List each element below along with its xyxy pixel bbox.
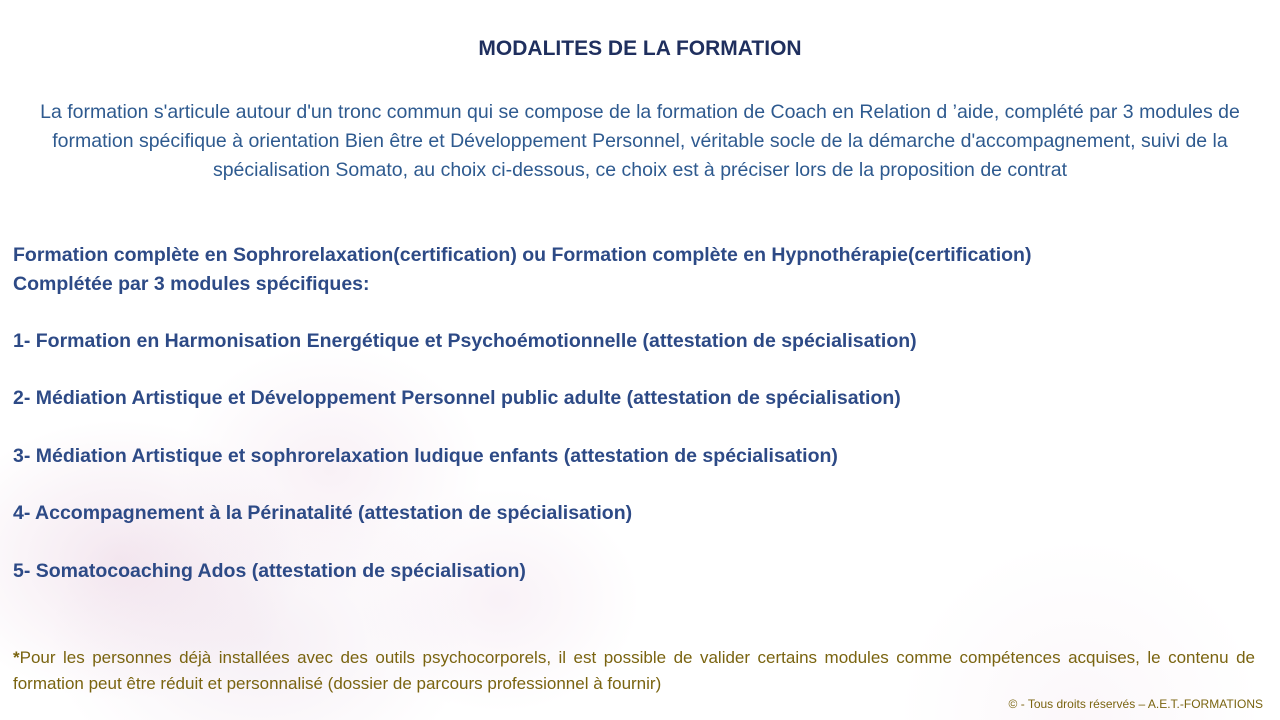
spacer [13,471,1263,500]
spacer [13,298,1263,327]
slide-title: MODALITES DE LA FORMATION [478,37,802,60]
module-item-3: 3- Médiation Artistique et sophrorelaxation ludique enfants (attestation de spécialisation) [13,444,838,467]
module-item-1: 1- Formation en Harmonisation Energétique et Psychoémotionnelle (attestation de spécialisation) [13,330,917,353]
spacer [13,356,1263,385]
spacer [13,528,1263,557]
spacer [13,413,1263,442]
modules-intro-line: Complétée par 3 modules spécifiques: [13,272,370,295]
module-item-5: 5- Somatocoaching Ados (attestation de spécialisation) [13,559,526,582]
module-item-4: 4- Accompagnement à la Périnatalité (attestation de spécialisation) [13,502,633,525]
footnote [13,645,1255,697]
copyright-notice: © - Tous droits réservés – A.E.T.-FORMATIONS [1008,697,1263,711]
footnote-asterisk: * [13,648,20,667]
formation-complete-line: Formation complète en Sophrorelaxation(certification) ou Formation complète en Hypnothérapie(certification) [13,244,1032,266]
module-item-2: 2- Médiation Artistique et Développement Personnel public adulte (attestation de spécialisation) [13,387,901,410]
formation-details [13,241,1263,585]
intro-paragraph: La formation s'articule autour d'un tronc commun qui se compose de la formation de Coach en Relation d ’aide, complété par 3 modules de formation spécifique à orientation Bien être et Développement Personnel, véritable socle de la démarche d'accompagnement, suivi de la spécialisation Somato, au choix ci-dessous, ce choix est à préciser lors de la proposition de contrat [40,101,1240,181]
footnote-text: Pour les personnes déjà installées avec des outils psychocorporels, il est possible de valider certains modules comme compétences acquises, le contenu de formation peut être réduit et personnalisé (dossier de parcours professionnel à fournir) [13,648,1255,693]
